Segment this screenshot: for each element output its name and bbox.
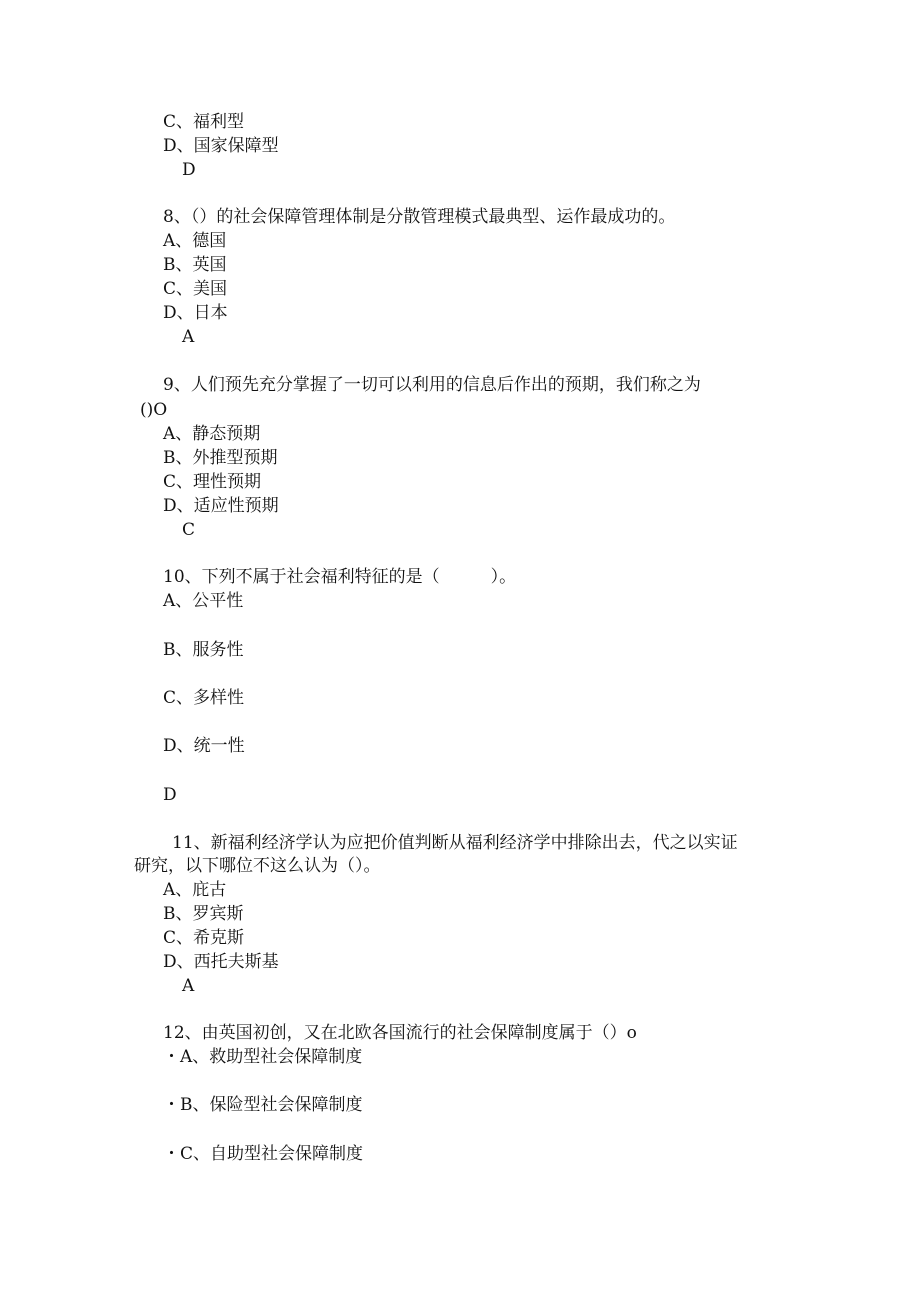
q12-stem: 12、由英国初创，又在北欧各国流行的社会保障制度属于（）o [163, 1023, 637, 1043]
q10-option-d: D、统一性 [163, 736, 245, 756]
q7-option-d: D、国家保障型 [163, 136, 279, 156]
q11-stem-line2: 研究，以下哪位不这么认为（）。 [134, 856, 381, 876]
q10-option-a: A、公平性 [163, 591, 244, 611]
q11-option-d: D、西托夫斯基 [163, 952, 279, 972]
q8-option-b: B、英国 [163, 255, 227, 275]
q9-option-d: D、适应性预期 [163, 496, 279, 516]
q9-answer: C [182, 520, 196, 540]
q8-option-d: D、日本 [163, 303, 228, 323]
q10-option-c: C、多样性 [163, 688, 245, 708]
q11-stem-line1: 11、新福利经济学认为应把价值判断从福利经济学中排除出去，代之以实证 [172, 833, 738, 853]
q12-option-b: ・B、保险型社会保障制度 [163, 1095, 363, 1115]
q12-option-c: ・C、自助型社会保障制度 [163, 1144, 364, 1164]
q8-option-a: A、德国 [163, 231, 227, 251]
q7-answer: D [182, 160, 196, 180]
q11-option-b: B、罗宾斯 [163, 904, 244, 924]
q8-stem: 8、（）的社会保障管理体制是分散管理模式最典型、运作最成功的。 [163, 207, 676, 227]
q11-option-c: C、希克斯 [163, 928, 245, 948]
q9-stem-line2: ()O [140, 400, 168, 420]
q9-option-b: B、外推型预期 [163, 448, 278, 468]
q10-stem: 10、下列不属于社会福利特征的是（ ）。 [163, 567, 517, 587]
q10-answer: D [163, 785, 177, 805]
q8-option-c: C、美国 [163, 279, 228, 299]
q11-option-a: A、庇古 [163, 880, 227, 900]
q9-stem-line1: 9、人们预先充分掌握了一切可以利用的信息后作出的预期，我们称之为 [163, 375, 701, 395]
q10-option-b: B、服务性 [163, 640, 244, 660]
q11-answer: A [182, 976, 195, 996]
q9-option-c: C、理性预期 [163, 472, 262, 492]
q8-answer: A [182, 327, 195, 347]
q7-option-c: C、福利型 [163, 112, 245, 132]
q12-option-a: ・A、救助型社会保障制度 [163, 1047, 363, 1067]
q9-option-a: A、静态预期 [163, 424, 261, 444]
